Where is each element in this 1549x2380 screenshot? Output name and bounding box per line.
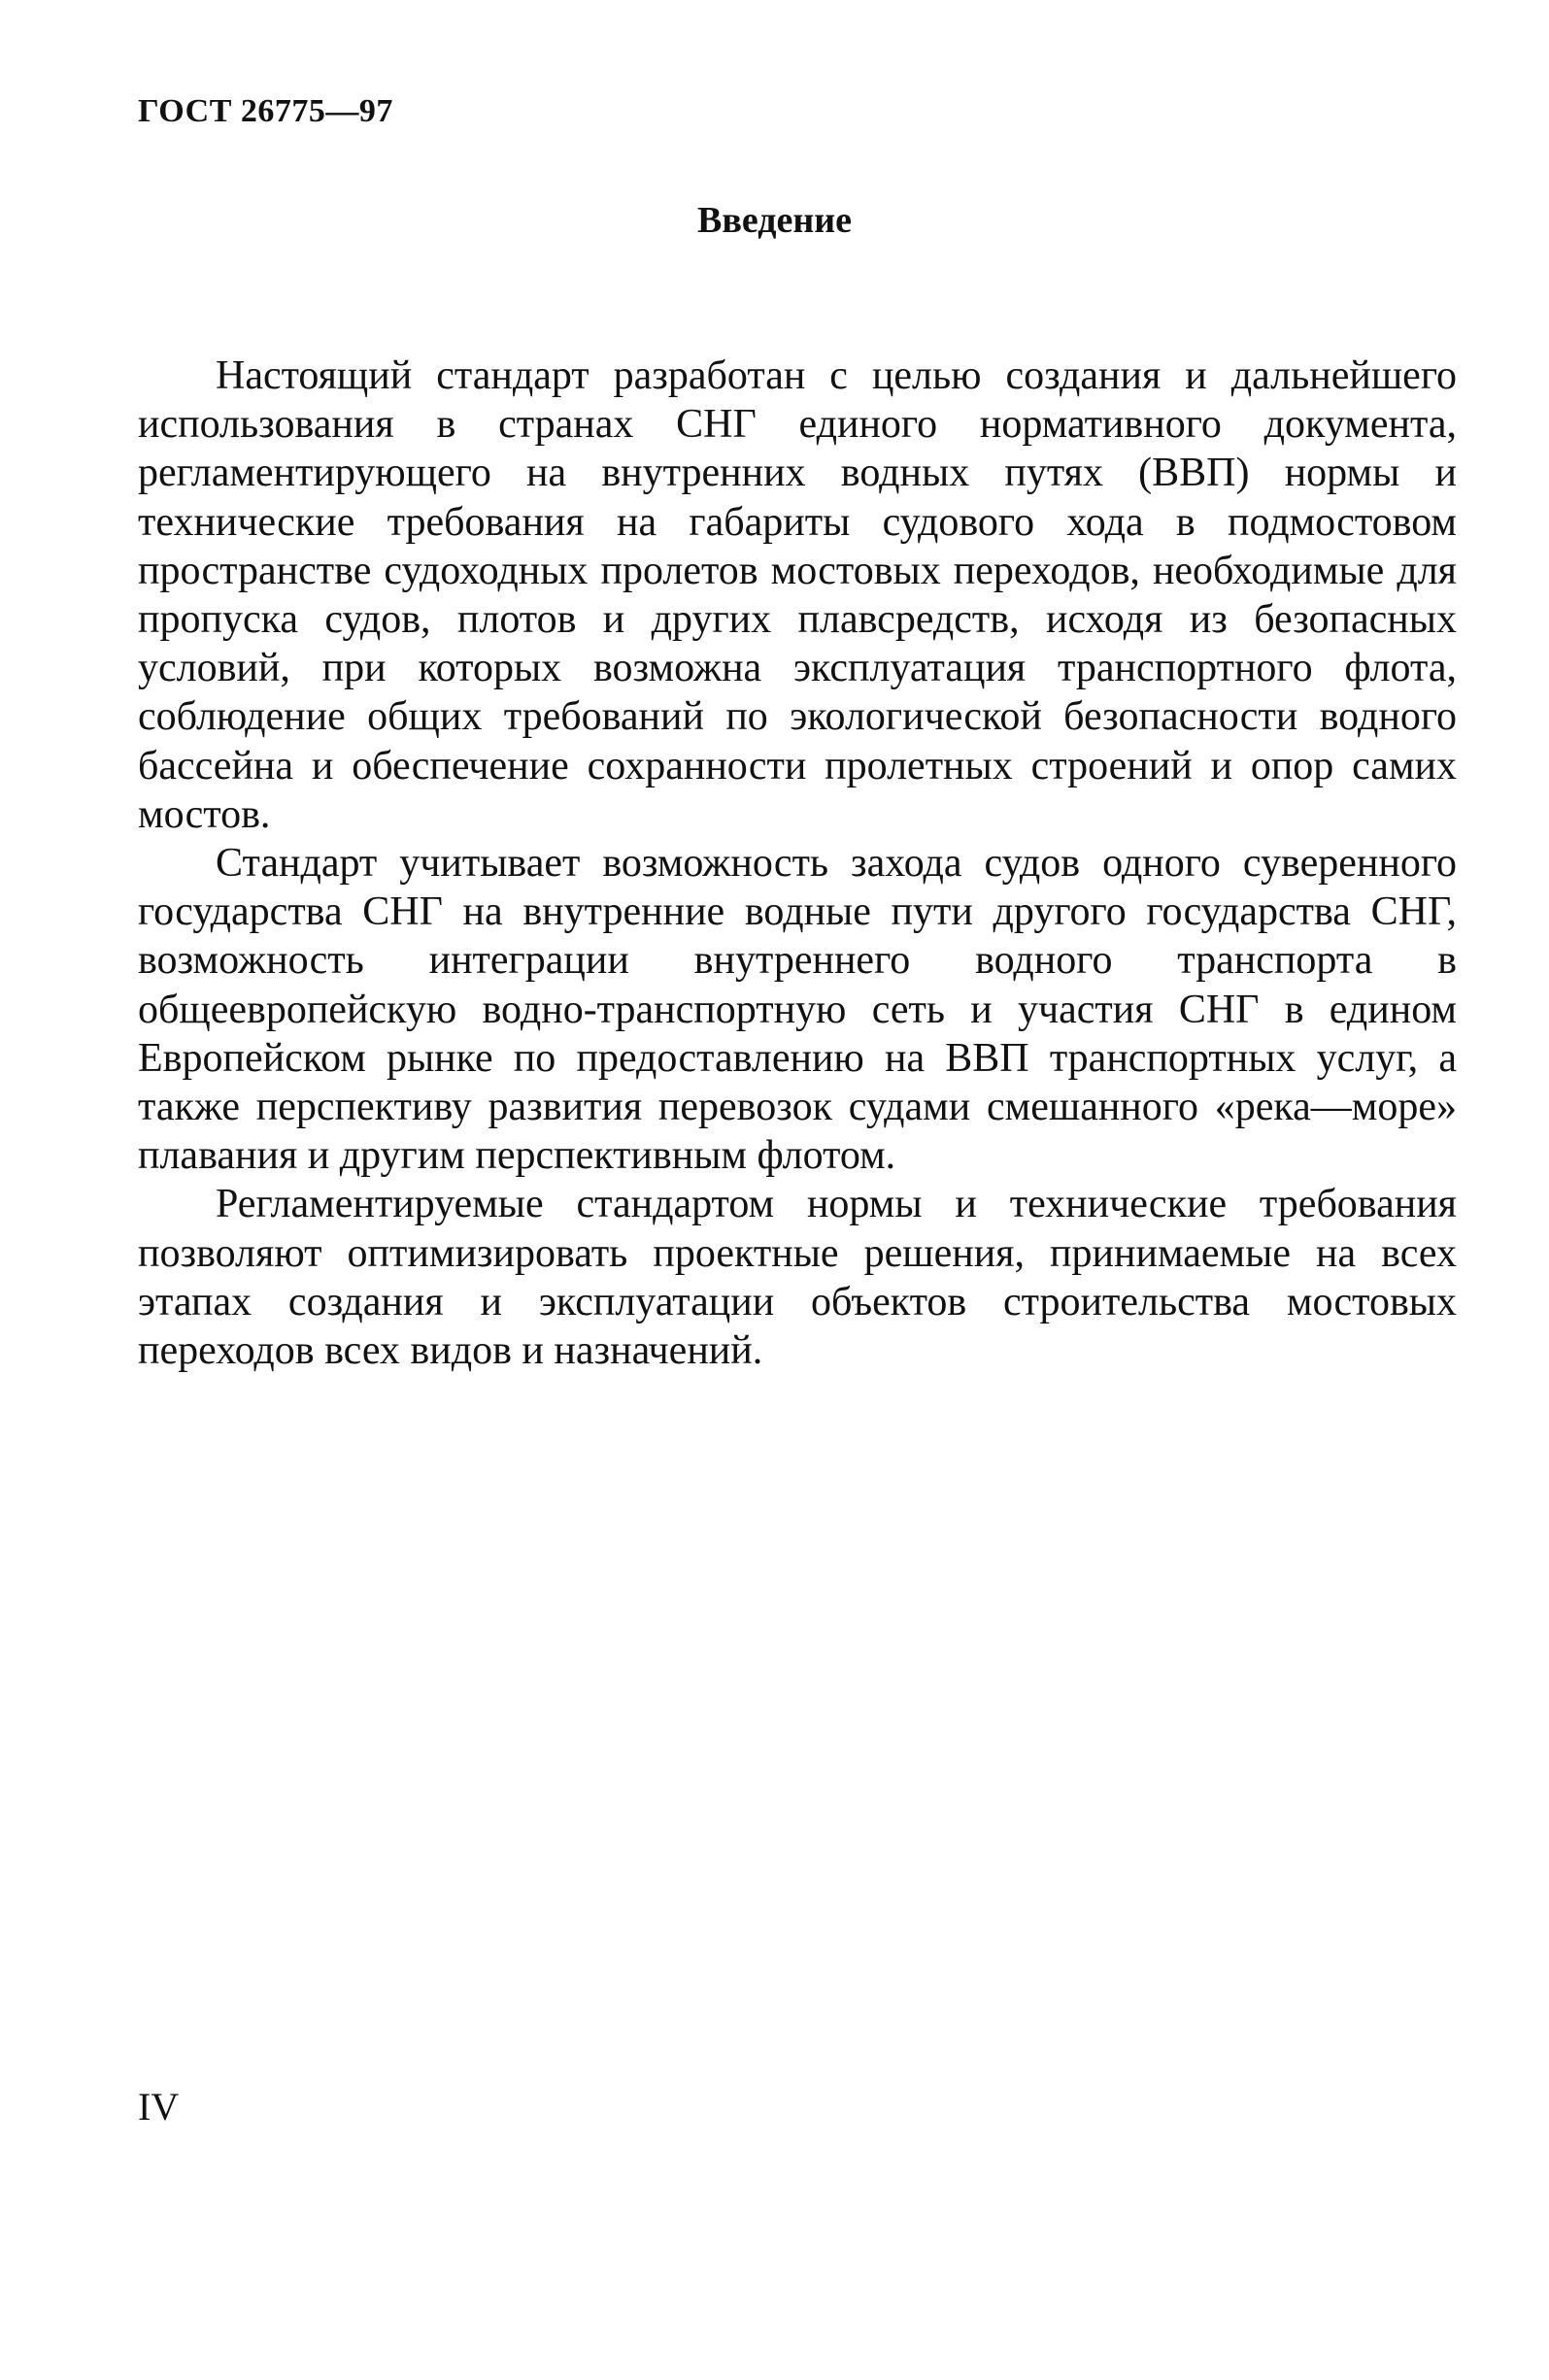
page-number: IV [138,2085,180,2129]
section-title: Введение [697,200,852,241]
body-text [138,352,1457,1375]
paragraph-2: Стандарт учитывает возможность захода судов одного суверенного государства СНГ на внутренние водные пути другого государства СНГ, возможность интеграции внутреннего водного транспорта в общеевропейскую водно-транспортную сеть и участия СНГ в едином Европейском рынке по предоставлению на ВВП транспортных услуг, а также перспективу развития перевозок судами смешанного «река—море» плавания и другим перспективным флотом. [138,841,1457,1179]
document-header: ГОСТ 26775—97 [138,93,393,129]
paragraph-1: Настоящий стандарт разработан с целью создания и дальнейшего использования в странах СНГ единого нормативного документа, регламентирующего на внутренних водных путях (ВВП) нормы и технические требования на габариты судового хода в подмостовом пространстве судоходных пролетов мостовых переходов, необходимые для пропуска судов, плотов и других плавсредств, исходя из безопасных условий, при которых возможна эксплуатация транспортного флота, соблюдение общих требований по экологической безопасности водного бассейна и обеспечение сохранности пролетных строений и опор самих мостов. [138,353,1457,837]
paragraph-3: Регламентируемые стандартом нормы и технические требования позволяют оптимизировать проектные решения, принимаемые на всех этапах создания и эксплуатации объектов строительства мостовых переходов всех видов и назначений. [138,1182,1457,1374]
